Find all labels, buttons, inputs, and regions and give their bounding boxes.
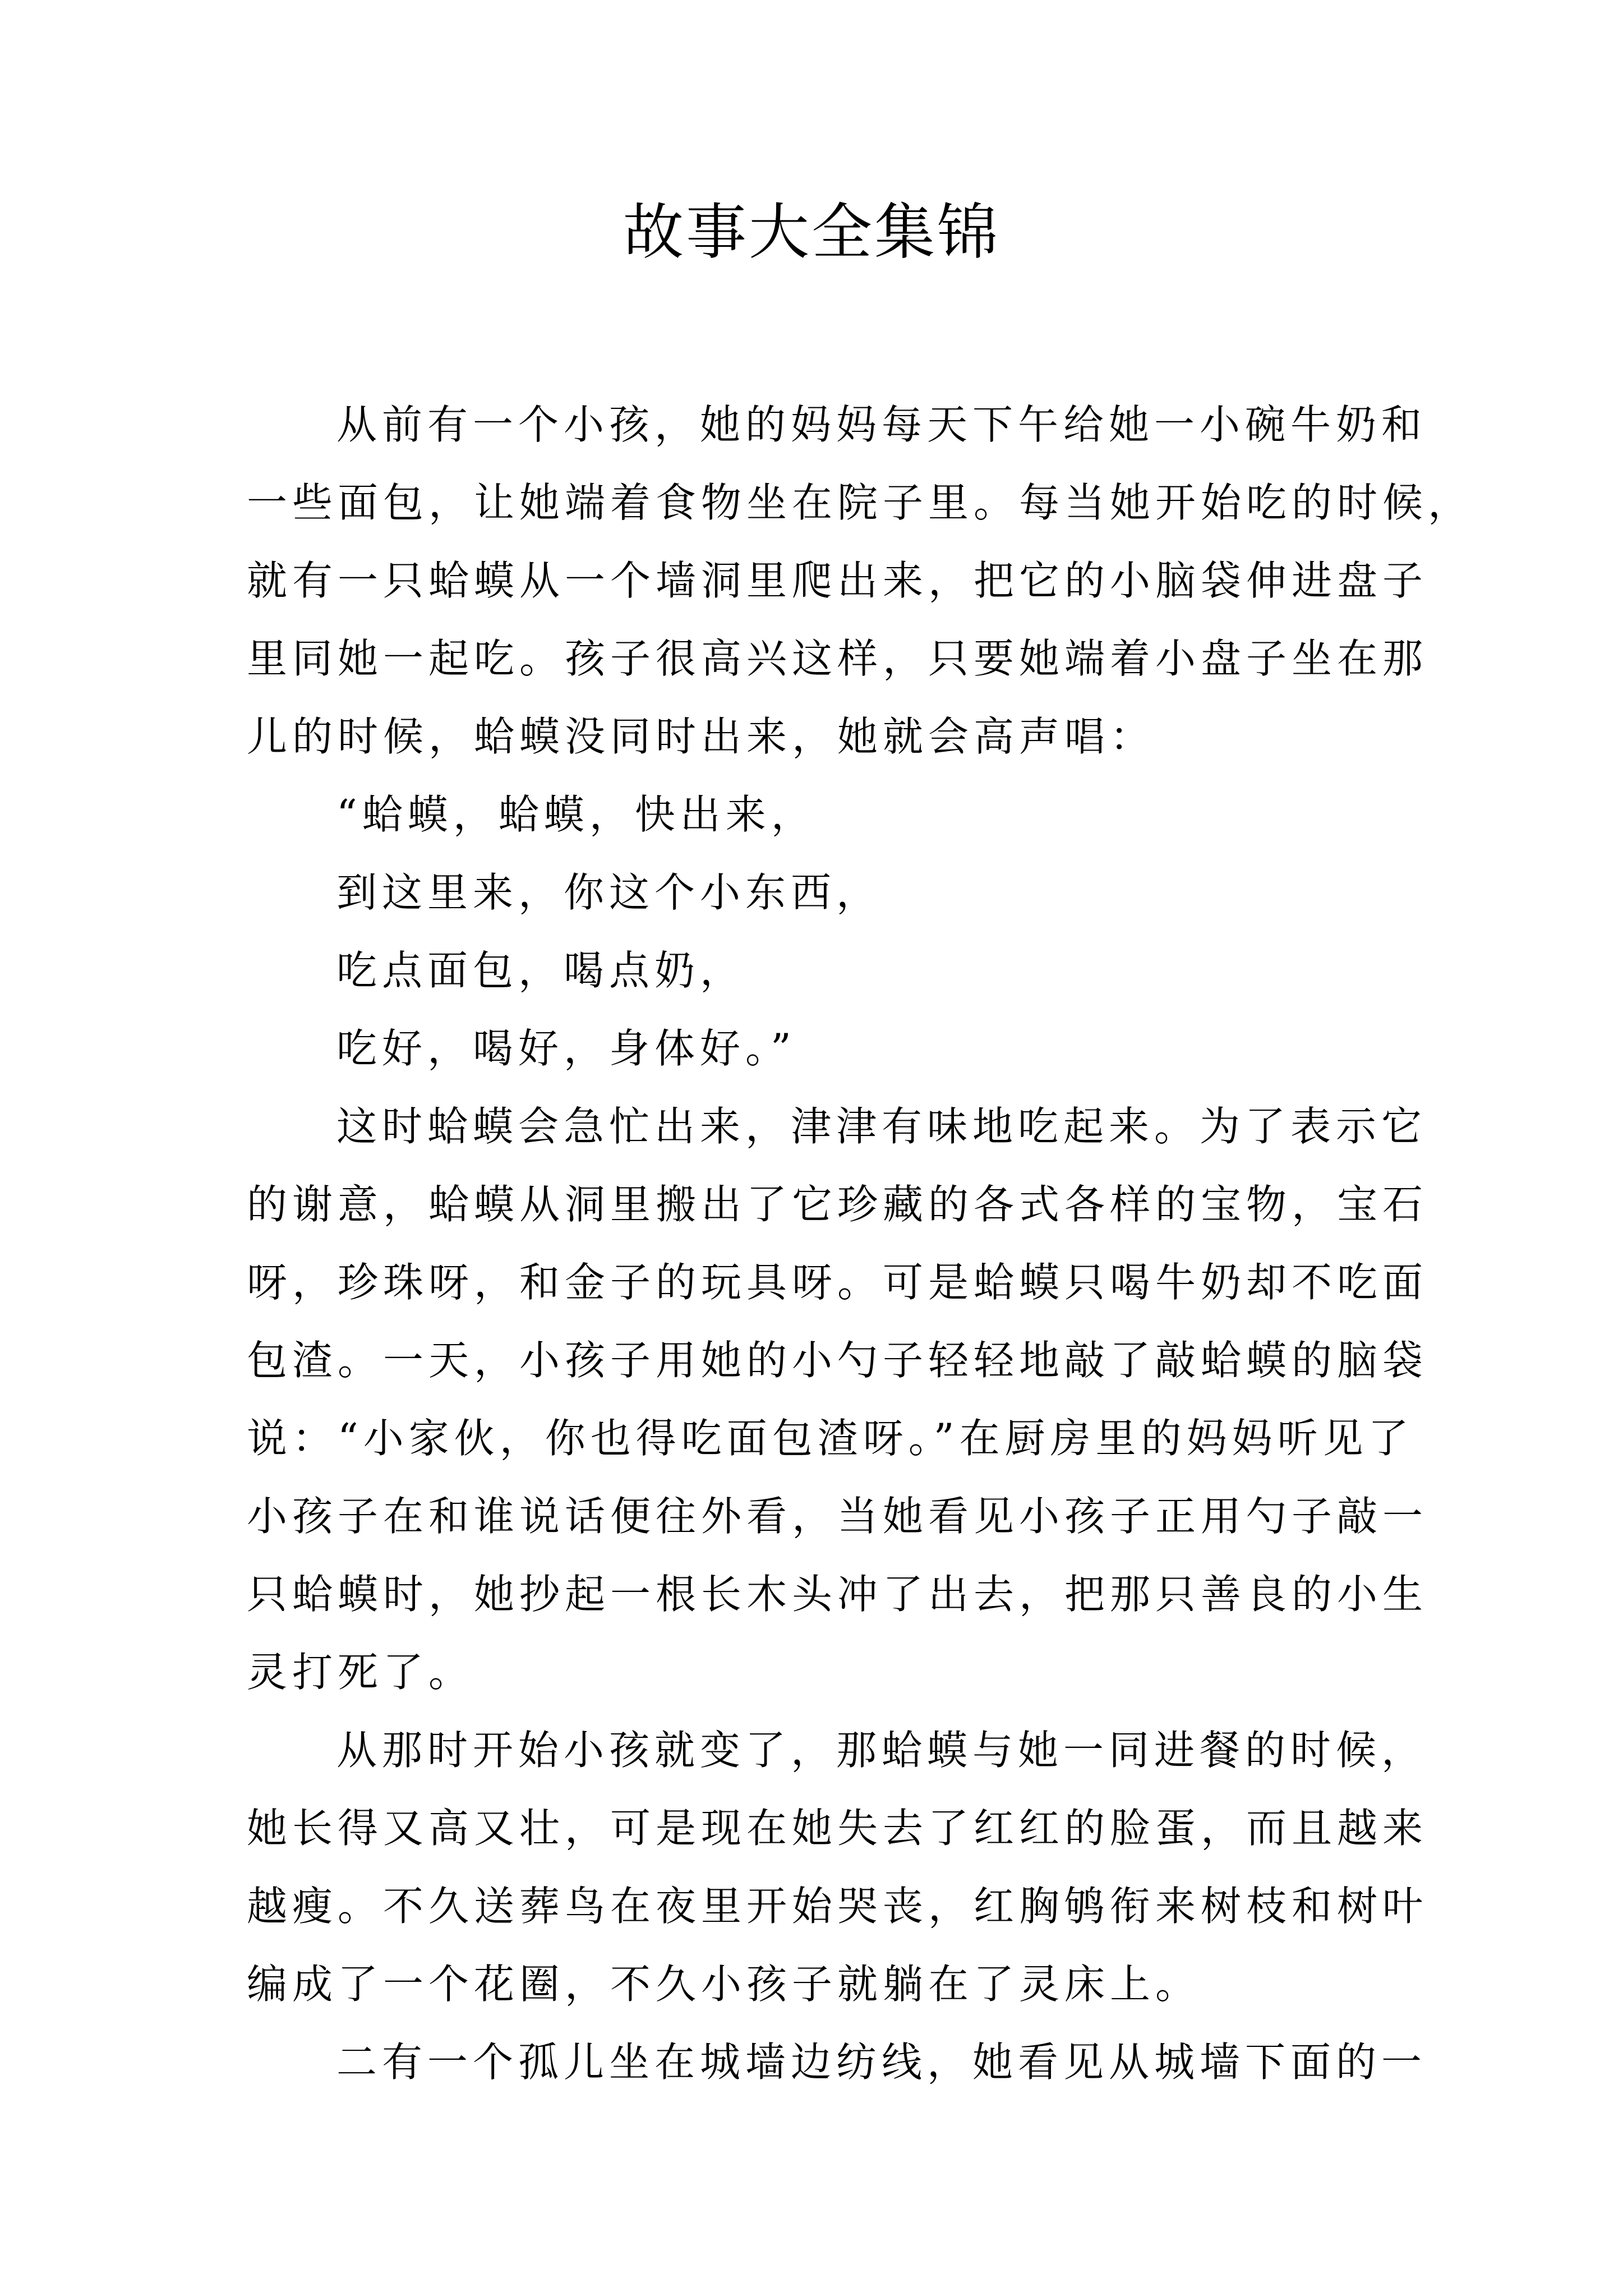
text-line: 一些面包，让她端着食物坐在院子里。每当她开始吃的时候，: [247, 479, 1474, 526]
document-title: 故事大全集锦: [623, 197, 1000, 268]
text-line: 小孩子在和谁说话便往外看，当她看见小孩子正用勺子敲一: [247, 1493, 1428, 1540]
text-line: 儿的时候，蛤蟆没同时出来，她就会高声唱：: [247, 713, 1156, 760]
text-line: 二有一个孤儿坐在城墙边纺线，她看见从城墙下面的一: [336, 2039, 1427, 2086]
text-line: 她长得又高又壮，可是现在她失去了红红的脸蛋，而且越来: [247, 1805, 1428, 1852]
text-line: 说：“小家伙，你也得吃面包渣呀。”在厨房里的妈妈听见了: [247, 1415, 1414, 1462]
text-line: 就有一只蛤蟆从一个墙洞里爬出来，把它的小脑袋伸进盘子: [247, 557, 1428, 604]
text-line: 越瘦。不久送葬鸟在夜里开始哭丧，红胸鸲衔来树枝和树叶: [247, 1883, 1428, 1930]
text-line: 只蛤蟆时，她抄起一根长木头冲了出去，把那只善良的小生: [247, 1571, 1428, 1618]
text-line: 灵打死了。: [247, 1649, 474, 1696]
text-line: 从那时开始小孩就变了，那蛤蟆与她一同进餐的时候，: [336, 1727, 1427, 1774]
verse-line: 吃好，喝好，身体好。”: [336, 1025, 796, 1072]
text-line: 包渣。一天，小孩子用她的小勺子轻轻地敲了敲蛤蟆的脑袋: [247, 1337, 1428, 1384]
text-line: 从前有一个小孩，她的妈妈每天下午给她一小碗牛奶和: [336, 401, 1427, 448]
verse-line: “蛤蟆，蛤蟆，快出来，: [336, 791, 817, 838]
text-line: 呀，珍珠呀，和金子的玩具呀。可是蛤蟆只喝牛奶却不吃面: [247, 1259, 1428, 1306]
verse-line: 到这里来，你这个小东西，: [336, 869, 882, 916]
text-line: 编成了一个花圈，不久小孩子就躺在了灵床上。: [247, 1961, 1201, 2008]
document-body: [247, 386, 1474, 2101]
text-line: 这时蛤蟆会急忙出来，津津有味地吃起来。为了表示它: [336, 1103, 1427, 1150]
text-line: 的谢意，蛤蟆从洞里搬出了它珍藏的各式各样的宝物，宝石: [247, 1181, 1428, 1228]
text-line: 里同她一起吃。孩子很高兴这样，只要她端着小盘子坐在那: [247, 635, 1428, 682]
verse-line: 吃点面包，喝点奶，: [336, 947, 746, 994]
